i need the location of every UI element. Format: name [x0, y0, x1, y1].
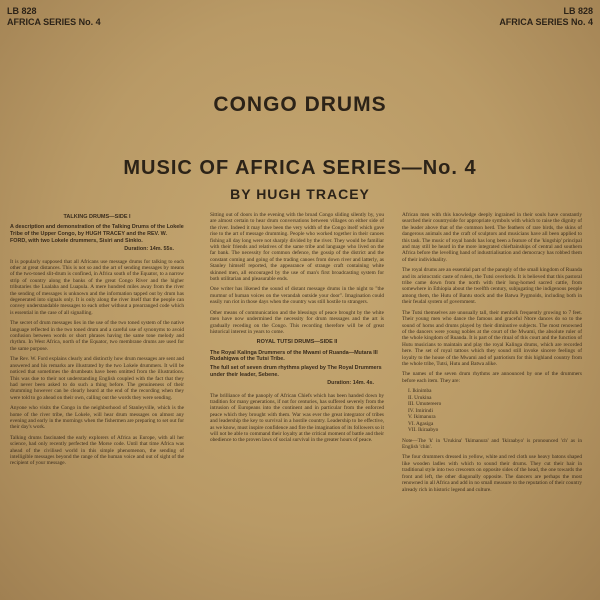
list-item: IV. Imirindi — [408, 407, 433, 414]
list-item: I. Ikinimba — [408, 388, 432, 395]
paragraph: The royal drums are an essential part of the panoply of the small kingdom of Ruanda and its aristocratic caste of rulers, the Tutsi overlords. It is believed that this pastoral tribe came down from the north with their long-horned sacred cattle, from somewhere in Ethiopia about the twelfth century, subjugating the indigenous people among them, the Hutu of Bantu stock and the Batwa Pygmoids, including both in their feudal system of government. — [402, 267, 582, 306]
paragraph: Other means of communication and the blessings of peace brought by the white men have now undermined the necessity for drum messages and the art is gradually receding on the Congo. This recording therefore will be of great historical interest in years to come. — [210, 309, 384, 335]
catalog-label-right — [499, 6, 593, 28]
side-1-intro: A description and demonstration of the Talking Drums of the Lokele Tribe of the Upper Congo, by HUGH TRACEY and the REV. W. FORD, with two Lokele drummers, Sisiri and Sinkio. — [10, 224, 184, 244]
paragraph: The Rev. W. Ford explains clearly and distinctly how drum messages are sent and answered and his remarks are illustrated by the two Lokele drummers. It will be noticed that sometimes the drumbeats have been omitted from the illustrations. This was due to their not understanding English coupled with the fact that they had never been asked to do such a thing before. The genuineness of their drumming however can be clearly heard at the end of the recording when they were told to go ahead on their own, calling out the words they were sending. — [10, 356, 184, 401]
drum-rhythm-list — [408, 388, 582, 434]
list-item: VII. Ikiraabyo — [408, 427, 439, 434]
text-column-3 — [402, 212, 582, 598]
side-1-duration: Duration: 14m. 55s. — [124, 246, 174, 253]
paragraph: Sitting out of doors in the evening with the broad Congo sliding silently by, you are almost certain to hear drum conversations between villages on either side of the river. Indeed it may have been the very width of the Congo itself which gave rise to the art of message drumming. People who worked together in their canoes fishing all day long were not sharply divided by the river. They would be familiar with their friends and relatives of the same tribe and language who lived on the far bank. The necessity for common defence, the gossip of the district and the constant coming and going of the trading canoes from down river and latterly, as Stanley himself reported, the appearance of strange craft containing white skinned men, all encouraged by the use of man's first broadcasting system for both utilitarian and pleasurable ends. — [210, 212, 384, 283]
paragraph: Note—The 'k' in 'Urukina' 'Ikimanura' and 'Ikiraabyo' is pronounced 'ch' as in English 'chin'. — [402, 437, 582, 451]
paragraph: Anyone who visits the Congo in the neighborhood of Stanleyville, which is the home of the river tribe, the Lokele, will hear drum messages on almost any evening and early in the mornings when the fishermen are preparing to set out for their day's work. — [10, 405, 184, 431]
paragraph: The names of the seven drum rhythms are announced by one of the drummers before each item. They are: — [402, 371, 582, 384]
side-2-intro-2: The full set of seven drum rhythms played by The Royal Drummers under their leader, Sebene. — [210, 364, 382, 378]
side-2-duration: Duration: 14m. 4s. — [327, 380, 374, 387]
catalog-number-right: LB 828 — [563, 6, 593, 16]
author-byline: BY HUGH TRACEY — [230, 186, 370, 202]
series-label-left: AFRICA SERIES No. 4 — [7, 17, 101, 27]
paragraph: The brilliance of the panoply of African Chiefs which has been handed down by tradition for many generations, if not for centuries, has suffered severely from the intrusion of Europeans into the continent and in particular from the enforced peace which they brought with them. War was ever the great integrator of tribes and leadership the key to survival in a hostile country. Leadership to be effective, as we know, must inspire confidence and fire the imagination of its followers so it will not be able to command their loyalty at the critical moment of battle and their obedience to the proven laws of social survival in the greater hours of peace. — [210, 392, 384, 444]
list-item: VI. Agasiga — [408, 420, 434, 427]
text-column-1 — [10, 212, 184, 598]
paragraph: The four drummers dressed in yellow, white and red cloth use heavy batons shaped like wooden ladles with which to sound their drums. They cut their hair in traditional style into two crescents on opposite sides of the head, the one towards the front and left, the other diagonally opposite. The dancers are perhaps the most renowned in all Africa and add in no small measure to the reputation of their country already rich in historic legend and culture. — [402, 454, 582, 493]
side-2-heading: ROYAL TUTSI DRUMS—SIDE II — [256, 339, 338, 346]
paragraph: Talking drums fascinated the early explorers of Africa as Europe, with all her science, had only recently perfected the Morse code. Until that time Africa was ahead of the civilised world in this simple phenomenon, the sending of intelligible messages beyond the range of the human voice and out of sight of the recipient of your message. — [10, 434, 184, 467]
paragraph: One writer has likened the sound of distant message drums in the night to "the murmur of human voices on the verandah outside your door". Imagination could easily run riot in those days when the country was still hostile to strangers. — [210, 286, 384, 306]
series-title: MUSIC OF AFRICA SERIES—No. 4 — [123, 157, 477, 179]
side-1-heading: TALKING DRUMS—SIDE I — [63, 214, 131, 220]
paragraph: African men with this knowledge deeply ingrained in their souls have constantly searched their countryside for appropriate symbols with which to raise the dignity of the leader above that of the common herd. The feathers of rare birds, the skins of dangerous animals and the craft of sculptors and musicians have all been applied to this task. The music of royal bands has long been a feature of the 'kingship' principal and may still be heard in the more integrated chieftainships of central and southern Africa before the levelling hand of industrialisation and democracy has robbed them of their individuality. — [402, 212, 582, 263]
paragraph: The secret of drum messages lies in the use of the two toned system of the native language reflected in the two toned drum and a careful use of synonyms to avoid confusion between words or short phrases having the same tone melody and rhythm. In West Africa, north of the Equator, two membrane drums are used for the same purpose. — [10, 320, 184, 352]
paragraph: It is popularly supposed that all Africans use message drums for talking to each other at great distances. This is not so and the art of sending messages by means of the two-toned slit-drum is confined, in Africa south of the Equator, to a narrow strip of country along the banks of the great Congo River and the higher tributaries the Lualaba and Luapula. A mere hundred miles away from the river the sending of messages is unknown and the information tapped out by drum has degenerated into signals only. It is only along the river itself that the people can convey understandable messages to each other without a prearranged code which is essential in the case of all signalling. — [10, 258, 184, 316]
catalog-label-left — [7, 6, 101, 28]
catalog-number-left: LB 828 — [7, 6, 37, 16]
side-2-intro: The Royal Kalinga Drummers of the Mwami of Ruanda—Mutara III Rudahigwa of the Tutsi Tribe. — [210, 349, 378, 363]
album-title: CONGO DRUMS — [213, 93, 387, 116]
list-item: II. Urukina — [408, 394, 432, 401]
paragraph: The Tutsi themselves are unusually tall, their menfolk frequently growing to 7 feet. Their young men who dance the famous and graceful Ntore dances do so to the sound of horns and drums played by their diminutive subjects. The most renowned of the dancers were young nobles at the court of the Mwami, the absolute ruler of the whole kingdom of Ruanda. It is part of the ritual of this court and the function of Hutu musicians to maintain and play the royal Kalinga drums, which are recorded here. The set of royal tattoos which they sound still invoke sincere feelings of loyalty to the house of the Mwami and of patriotism for this highland country from the whole tribe, Tutsi, Hutu and Batwa alike. — [402, 309, 582, 367]
list-item: V. Ikimanura — [408, 414, 436, 421]
list-item: III. Umutereero — [408, 401, 442, 408]
series-label-right: AFRICA SERIES No. 4 — [499, 17, 593, 27]
text-column-2 — [210, 212, 384, 598]
